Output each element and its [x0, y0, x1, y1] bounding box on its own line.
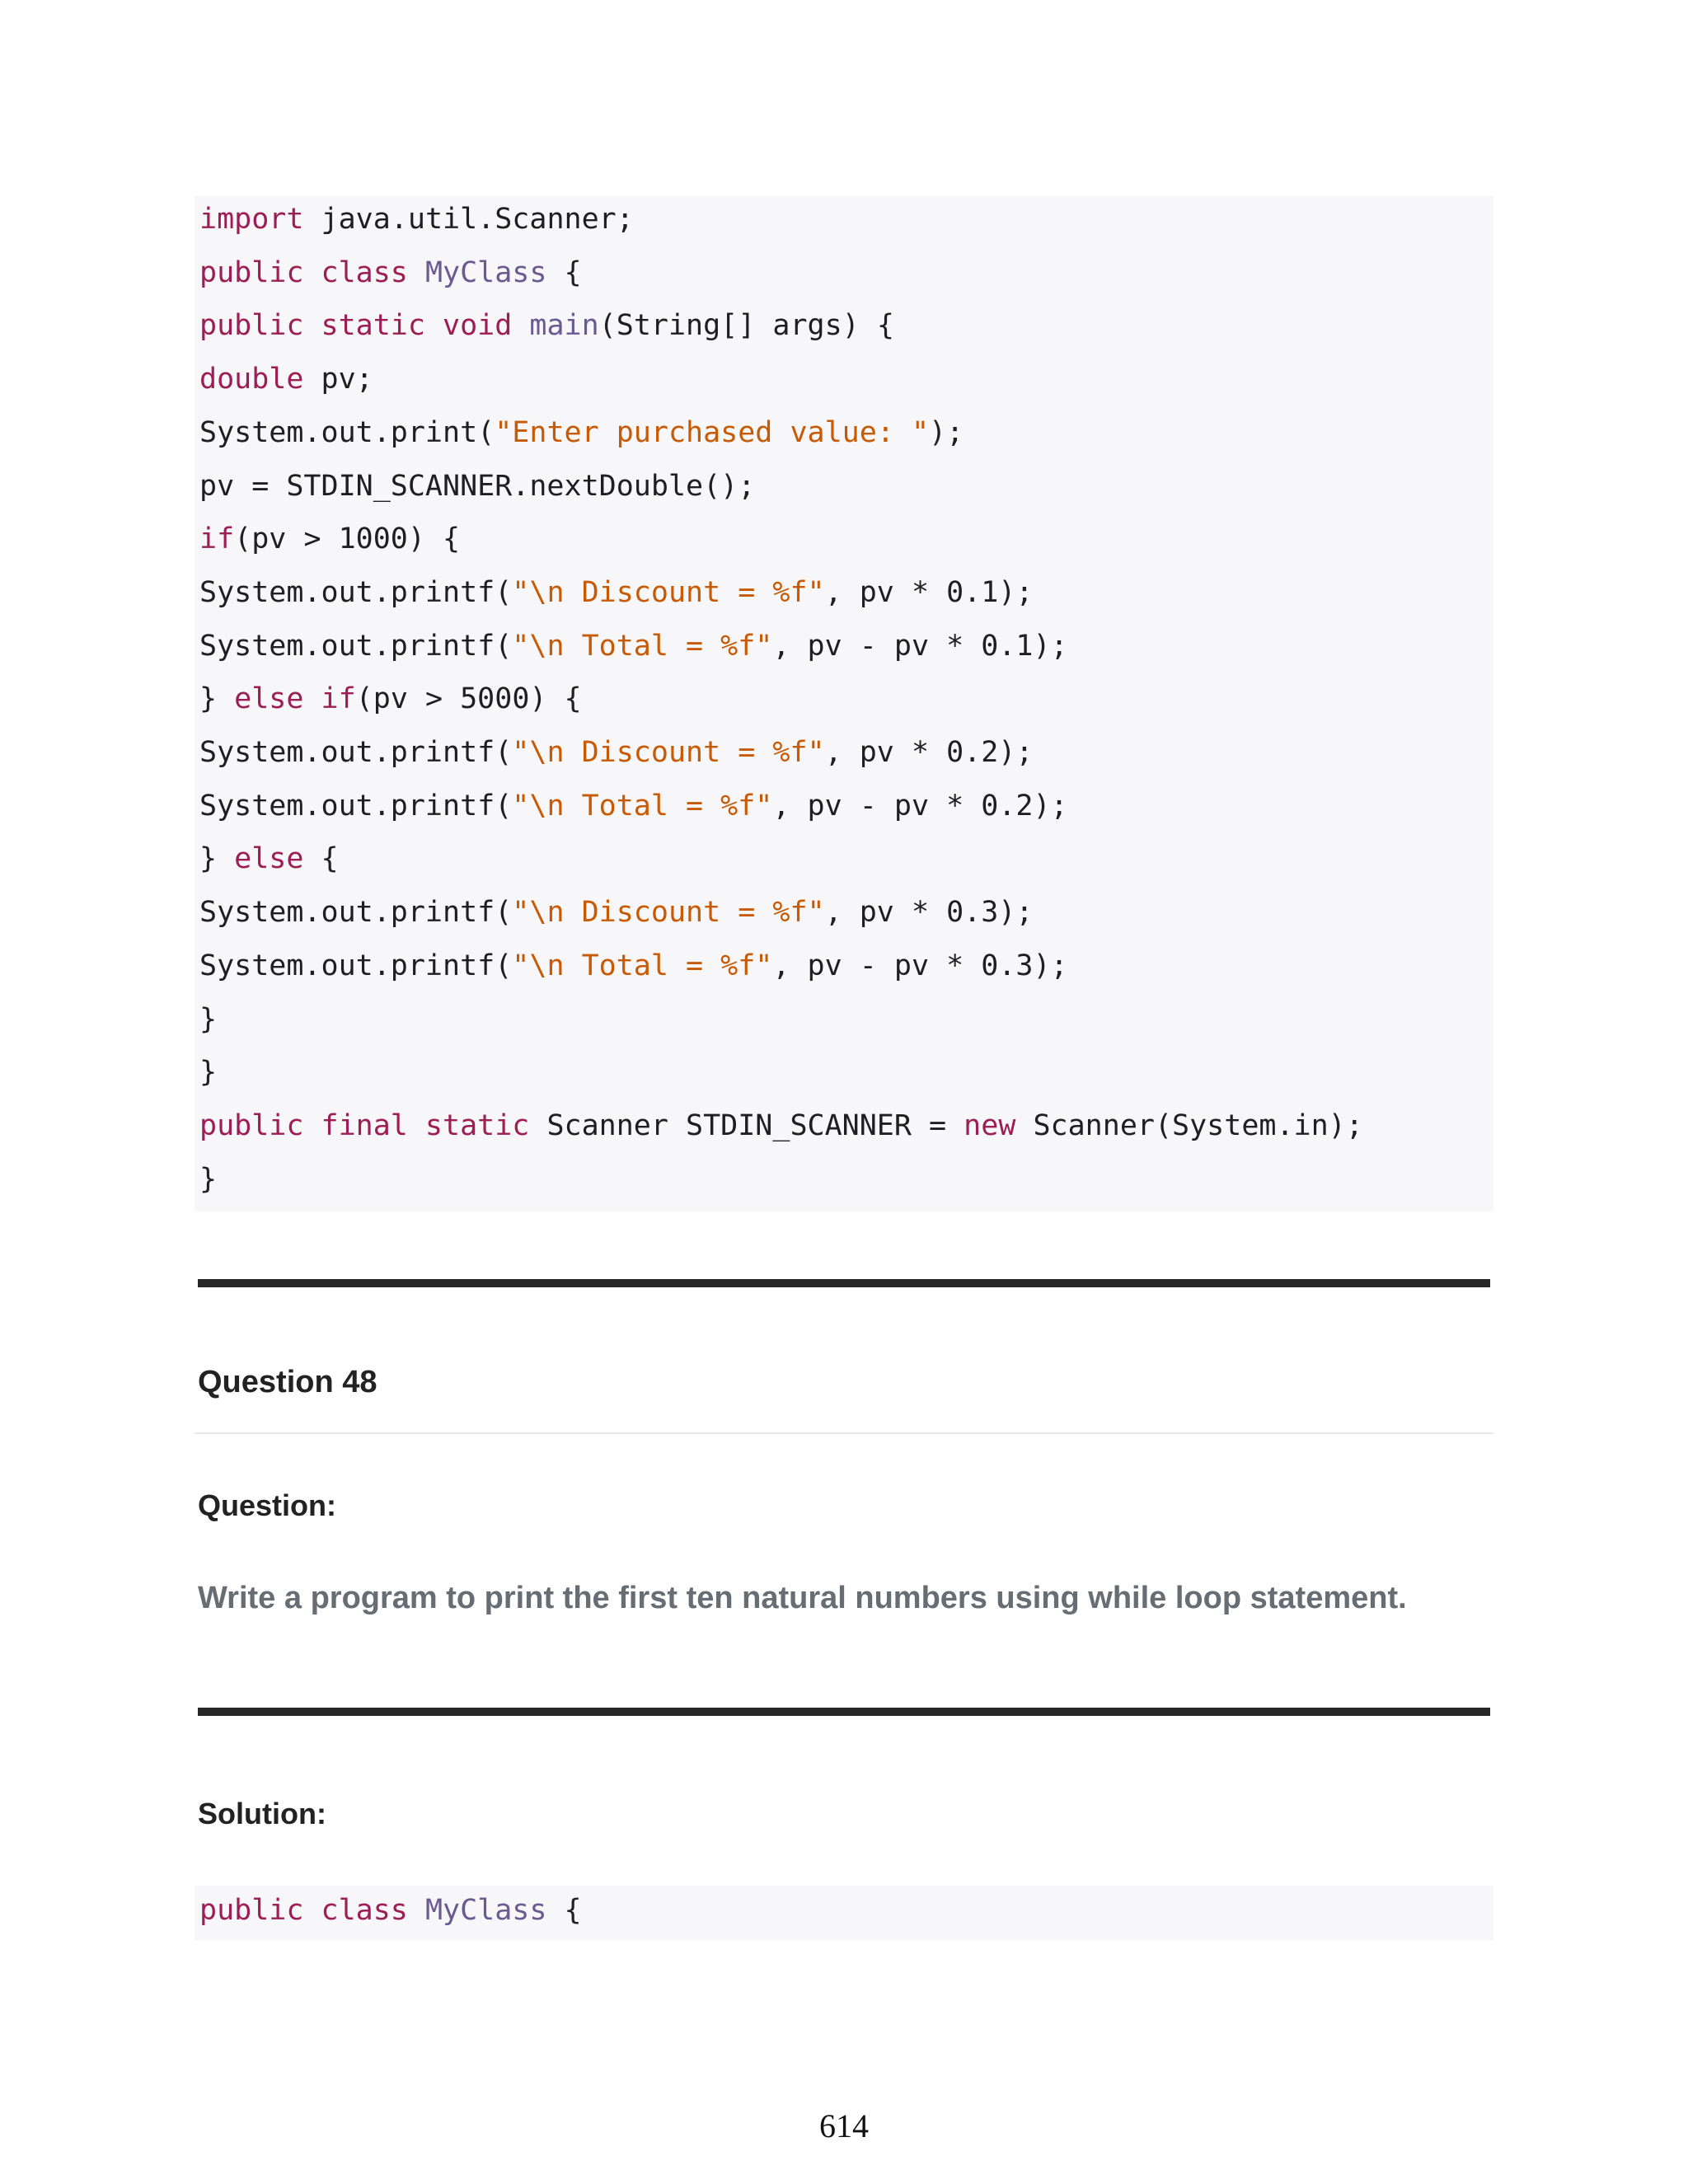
code-token: System.out.printf(: [199, 896, 513, 930]
code-token: }: [199, 1002, 218, 1036]
code-token: pv;: [303, 363, 373, 396]
code-token: System.out.printf(: [199, 629, 513, 663]
code-line: [199, 416, 964, 449]
code-token: }: [199, 682, 235, 716]
code-token: public final static: [199, 1108, 530, 1142]
code-token: (String[] args) {: [598, 309, 894, 343]
code-line: [199, 790, 1068, 823]
code-token: (pv > 1000) {: [234, 523, 461, 556]
code-token: }: [199, 842, 235, 876]
code-token: else: [234, 842, 304, 876]
code-token: "\n Discount = %f": [512, 896, 825, 930]
code-line: [199, 309, 894, 342]
code-token: );: [929, 415, 964, 449]
code-token: System.out.printf(: [199, 789, 513, 823]
code-line: [199, 630, 1068, 663]
code-line: [199, 256, 582, 289]
code-token: java.util.Scanner;: [303, 203, 634, 236]
code-line: [199, 736, 1033, 769]
code-line: [199, 842, 339, 875]
code-line: [199, 1163, 217, 1196]
solution-label: Solution:: [198, 1797, 326, 1830]
code-token: }: [199, 1162, 218, 1196]
code-token: new: [964, 1108, 1016, 1142]
code-line: [199, 470, 755, 503]
code-line: [199, 1109, 1363, 1142]
code-token: , pv - pv * 0.2);: [772, 789, 1068, 823]
code-token: {: [303, 842, 339, 876]
title-underline: [195, 1432, 1493, 1434]
code-line: [199, 682, 582, 715]
code-token: , pv - pv * 0.3);: [772, 949, 1068, 982]
code-token: import: [199, 203, 304, 236]
code-token: "\n Discount = %f": [512, 575, 825, 609]
code-token: MyClass: [424, 1894, 547, 1927]
code-token: Scanner(System.in);: [1015, 1108, 1363, 1142]
question-title: Question 48: [198, 1365, 377, 1399]
code-token: public static void: [199, 309, 513, 343]
code-line: [199, 523, 460, 555]
code-token: "\n Discount = %f": [512, 736, 825, 769]
code-token: "\n Total = %f": [512, 629, 773, 663]
code-token: MyClass: [424, 255, 547, 289]
code-token: Scanner STDIN_SCANNER =: [529, 1108, 964, 1142]
code-token: }: [199, 1056, 218, 1090]
question-label: Question:: [198, 1488, 336, 1522]
code-block: [195, 1886, 1493, 1940]
code-token: , pv - pv * 0.1);: [772, 629, 1068, 663]
code-token: , pv * 0.2);: [824, 736, 1034, 769]
code-token: "\n Total = %f": [512, 789, 773, 823]
question-text: Write a program to print the first ten natural numbers using while loop statement.: [198, 1581, 1407, 1615]
code-line: [199, 1056, 217, 1089]
code-token: (pv > 5000) {: [355, 682, 582, 716]
code-line: [199, 1894, 582, 1927]
code-token: [512, 309, 529, 342]
code-token: "\n Total = %f": [512, 949, 773, 982]
code-line: [199, 1003, 217, 1036]
code-token: System.out.printf(: [199, 736, 513, 769]
code-token: else if: [234, 682, 356, 716]
code-token: {: [546, 1894, 582, 1927]
code-token: , pv * 0.3);: [824, 896, 1034, 930]
code-token: public class: [199, 1894, 408, 1927]
code-token: System.out.printf(: [199, 949, 513, 982]
code-token: double: [199, 363, 304, 396]
code-token: pv = STDIN_SCANNER.nextDouble();: [199, 469, 756, 503]
code-line: [199, 576, 1033, 609]
code-token: System.out.printf(: [199, 575, 513, 609]
section-divider: [198, 1708, 1490, 1716]
code-line: [199, 896, 1033, 929]
code-token: public class: [199, 255, 408, 289]
code-block: [195, 196, 1493, 1212]
code-line: [199, 949, 1068, 982]
code-token: [408, 1894, 425, 1927]
code-token: , pv * 0.1);: [824, 575, 1034, 609]
code-token: [408, 256, 425, 289]
code-token: {: [546, 255, 582, 289]
code-token: System.out.print(: [199, 415, 495, 449]
code-line: [199, 363, 373, 396]
section-divider: [198, 1279, 1490, 1287]
code-token: "Enter purchased value: ": [495, 415, 930, 449]
code-token: if: [199, 523, 235, 556]
code-token: main: [529, 309, 599, 343]
code-line: [199, 203, 634, 236]
page-number: 614: [819, 2107, 869, 2144]
